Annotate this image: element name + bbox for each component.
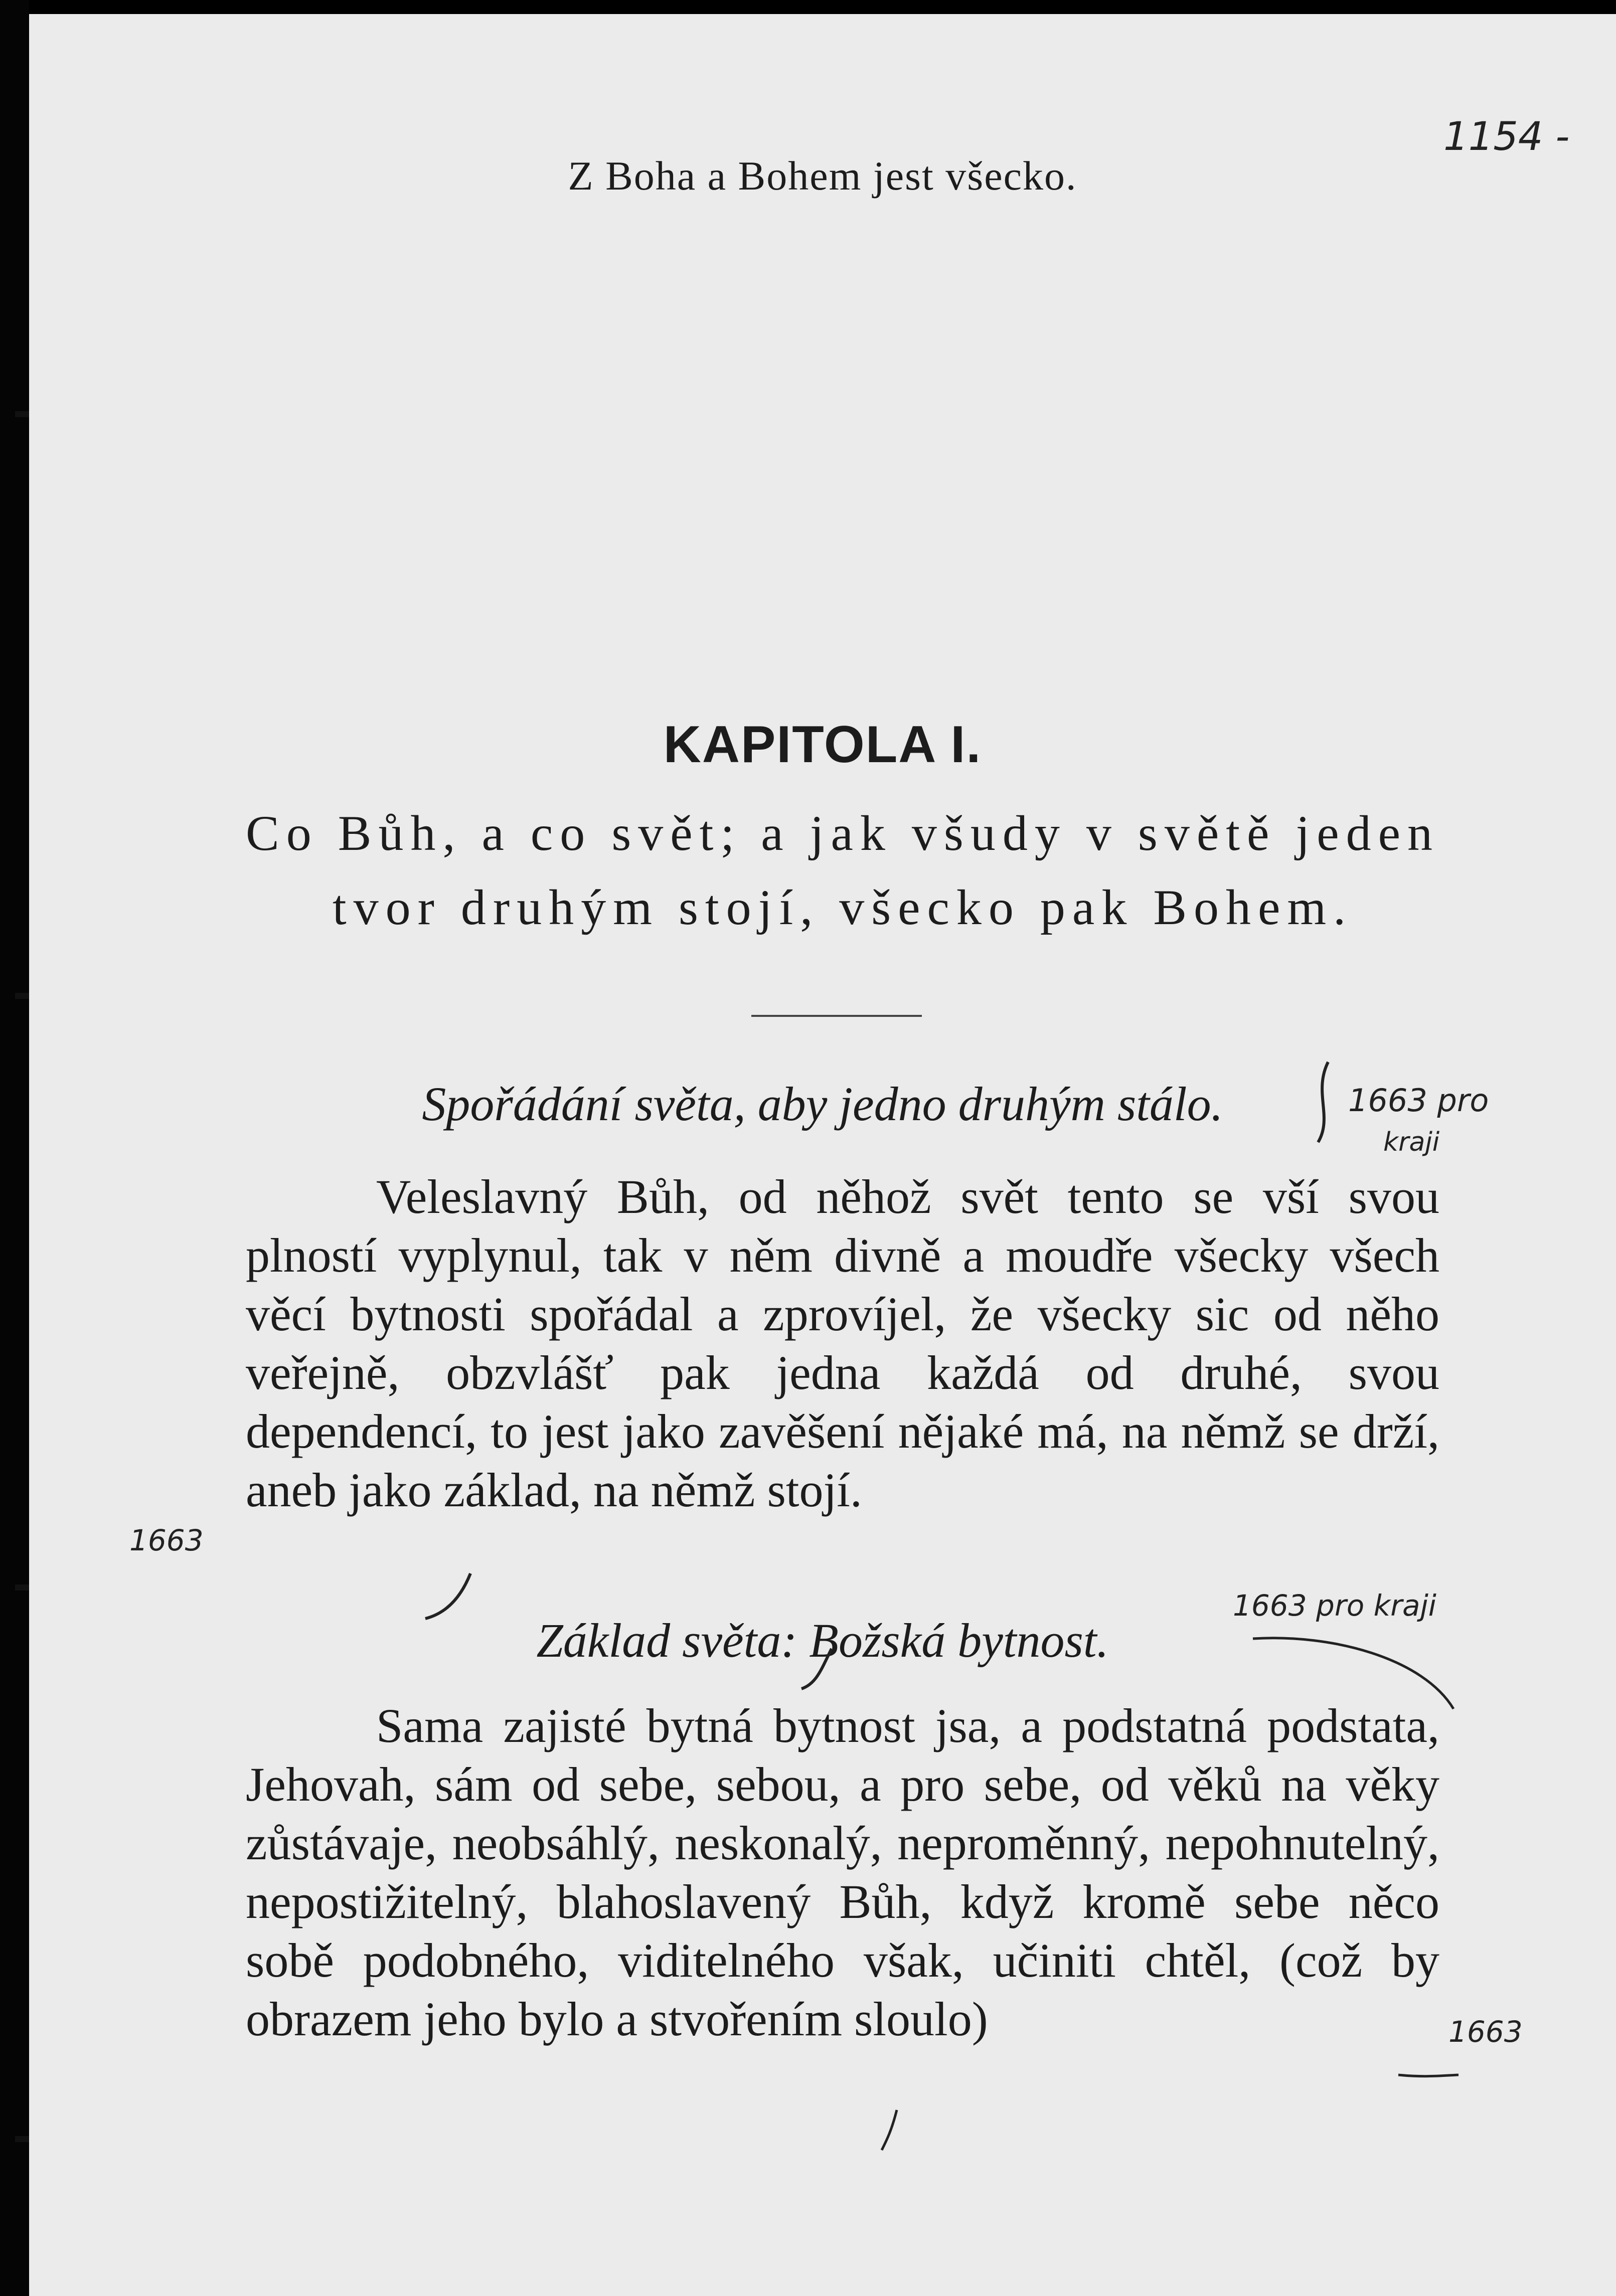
- chapter-heading: KAPITOLA I.: [663, 716, 982, 774]
- handwritten-note: kraji: [1383, 1127, 1440, 1157]
- pen-annotations: [29, 14, 1616, 2296]
- handwritten-note: 1154 -: [1443, 114, 1570, 159]
- handwritten-note: 1663: [129, 1523, 204, 1557]
- pen-stroke: [882, 2110, 897, 2150]
- section-heading: Spořádání světa, aby jedno druhým stálo.: [422, 1077, 1223, 1131]
- section-paragraph: Sama zajisté bytná bytnost jsa, a podstatná podstata, Jehovah, sám od sebe, sebou, a pro sebe, od věků na věky zůstávaje, neobsáhlý, neskonalý, neproměnný, nepohnutelný, nepostižitelný, blahoslavený Bůh, když kromě sebe něco sobě podobného, viditelného však, učiniti chtěl, (což by obrazem jeho bylo a stvořením sloulo): [246, 1699, 1439, 2046]
- pen-stroke: [425, 1573, 470, 1619]
- section-paragraph: Veleslavný Bůh, od něhož svět tento se vší svou plností vyplynul, tak v něm divně a moudře všecky všech věcí bytnosti spořádal a zprovíjel, že všecky sic od něho veřejně, obzvlášť pak jedna každá od druhé, svou dependencí, to jest jako zavěšení nějaké má, na němž se drží, aneb jako základ, na němž stojí.: [246, 1170, 1439, 1517]
- book-page: [29, 14, 1616, 2296]
- handwritten-note: 1663 pro kraji: [1233, 1588, 1436, 1623]
- handwritten-note: 1663: [1448, 2015, 1523, 2049]
- binding-edge: [0, 0, 29, 2296]
- running-title: Z Boha a Bohem jest všecko.: [568, 153, 1077, 199]
- handwritten-note: 1663 pro: [1348, 1082, 1489, 1119]
- pen-stroke: [1253, 1638, 1453, 1709]
- section-heading: Základ světa: Božská bytnost.: [536, 1614, 1109, 1667]
- pen-stroke: [1318, 1062, 1328, 1142]
- pen-stroke: [801, 1649, 832, 1689]
- chapter-summary: Co Bůh, a co svět; a jak všudy v světě jeden tvor druhým stojí, všecko pak Bohem.: [246, 805, 1439, 935]
- pen-stroke: [1398, 2075, 1459, 2076]
